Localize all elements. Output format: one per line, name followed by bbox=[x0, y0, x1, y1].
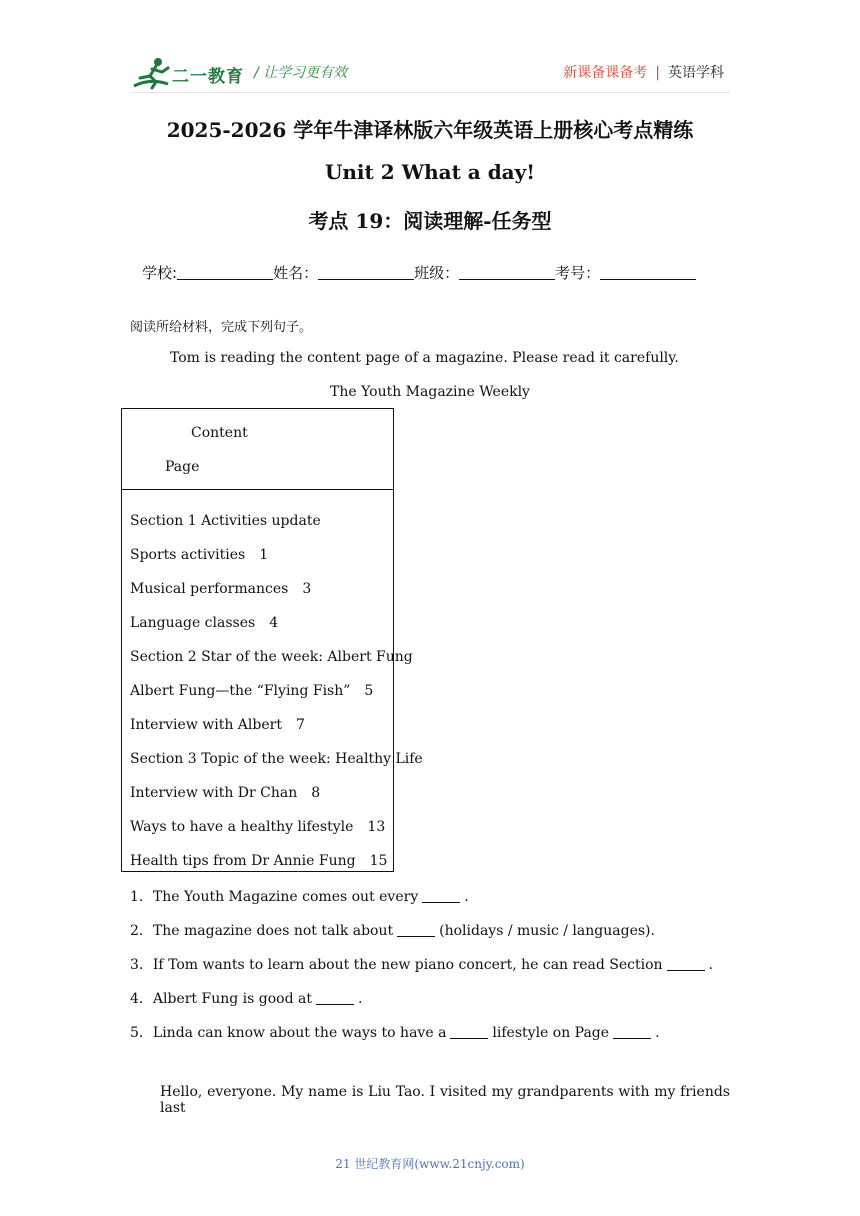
table-row bbox=[130, 606, 437, 640]
content-table bbox=[121, 408, 423, 872]
table-row bbox=[130, 674, 437, 708]
row-text: Language classes bbox=[130, 615, 256, 631]
question-text-end: . bbox=[708, 957, 713, 973]
answer-blank[interactable] bbox=[667, 956, 705, 971]
lead-sentence: Tom is reading the content page of a magazine. Please read it carefully. bbox=[170, 350, 679, 366]
unit-title: Unit 2 What a day! bbox=[324, 160, 536, 184]
point-title: 考点 19：阅读理解-任务型 bbox=[308, 209, 552, 233]
row-text: Section 1 Activities update bbox=[130, 513, 321, 529]
magazine-title: The Youth Magazine Weekly bbox=[330, 384, 530, 400]
table-row bbox=[130, 708, 437, 742]
row-text: Section 3 Topic of the week: Healthy Life bbox=[130, 751, 423, 767]
question-text-end: . bbox=[655, 1025, 660, 1041]
question-2 bbox=[130, 914, 713, 948]
class-label: 班级： bbox=[414, 264, 460, 282]
table-row bbox=[130, 810, 437, 844]
school-label: 学校: bbox=[142, 264, 178, 282]
question-text: 5．Linda can know about the ways to have a bbox=[130, 1025, 447, 1041]
row-page: 15 bbox=[369, 853, 388, 869]
row-text: Interview with Dr Chan bbox=[130, 785, 298, 801]
answer-blank[interactable] bbox=[613, 1024, 651, 1039]
question-5 bbox=[130, 1016, 713, 1050]
question-list bbox=[130, 880, 713, 1050]
question-text: 3．If Tom wants to learn about the new piano concert, he can read Section bbox=[130, 957, 663, 973]
page-header bbox=[0, 0, 860, 100]
student-info-line bbox=[142, 262, 696, 283]
header-course: 新课备课备考 bbox=[563, 65, 648, 81]
table-row bbox=[130, 844, 437, 878]
question-text-end: . bbox=[358, 991, 363, 1007]
question-text: 1．The Youth Magazine comes out every bbox=[130, 889, 419, 905]
row-text: Health tips from Dr Annie Fung bbox=[130, 853, 356, 869]
table-divider bbox=[122, 489, 393, 490]
row-text: Albert Fung—the “Flying Fish” bbox=[130, 683, 351, 699]
name-label: 姓名： bbox=[273, 264, 319, 282]
table-row bbox=[130, 572, 437, 606]
header-subject bbox=[563, 62, 724, 82]
row-page: 4 bbox=[269, 615, 279, 631]
table-row bbox=[130, 742, 437, 776]
header-discipline: 英语学科 bbox=[668, 65, 724, 81]
table-row bbox=[130, 640, 437, 674]
reading-passage: Hello, everyone. My name is Liu Tao. I visited my grandparents with my friends last bbox=[160, 1084, 730, 1116]
row-text: Musical performances bbox=[130, 581, 289, 597]
table-row bbox=[130, 538, 437, 572]
footer-link[interactable]: 21 世纪教育网(www.21cnjy.com) bbox=[335, 1157, 525, 1171]
col-page-header: Page bbox=[165, 459, 200, 475]
answer-blank[interactable] bbox=[422, 888, 460, 903]
row-page: 7 bbox=[295, 717, 305, 733]
number-label: 考号： bbox=[555, 264, 601, 282]
question-3 bbox=[130, 948, 713, 982]
question-1 bbox=[130, 880, 713, 914]
answer-blank[interactable] bbox=[316, 990, 354, 1005]
question-text-mid: lifestyle on Page bbox=[492, 1025, 610, 1041]
table-row bbox=[130, 504, 437, 538]
number-blank[interactable] bbox=[600, 265, 696, 280]
instruction: 阅读所给材料，完成下列句子。 bbox=[130, 320, 313, 335]
row-text: Interview with Albert bbox=[130, 717, 282, 733]
row-page: 3 bbox=[302, 581, 312, 597]
answer-blank[interactable] bbox=[450, 1024, 488, 1039]
name-blank[interactable] bbox=[318, 265, 414, 280]
row-text: Ways to have a healthy lifestyle bbox=[130, 819, 354, 835]
question-text: 4．Albert Fung is good at bbox=[130, 991, 312, 1007]
header-divider bbox=[130, 92, 730, 93]
class-blank[interactable] bbox=[459, 265, 555, 280]
row-page: 5 bbox=[364, 683, 374, 699]
row-page: 1 bbox=[259, 547, 269, 563]
main-title: 2025-2026 学年牛津译林版六年级英语上册核心考点精练 bbox=[166, 118, 694, 142]
slogan: / 让学习更有效 bbox=[254, 65, 348, 81]
col-content-header: Content bbox=[191, 425, 248, 441]
question-text: 2．The magazine does not talk about bbox=[130, 923, 394, 939]
row-page: 13 bbox=[367, 819, 386, 835]
table-rows bbox=[130, 504, 437, 878]
answer-blank[interactable] bbox=[397, 922, 435, 937]
question-4 bbox=[130, 982, 713, 1016]
school-blank[interactable] bbox=[177, 265, 273, 280]
question-text-end: . bbox=[464, 889, 469, 905]
question-text-end: (holidays / music / languages). bbox=[439, 923, 655, 939]
row-text: Section 2 Star of the week: Albert Fung bbox=[130, 649, 413, 665]
row-page: 8 bbox=[311, 785, 321, 801]
header-separator: | bbox=[655, 65, 660, 81]
row-text: Sports activities bbox=[130, 547, 246, 563]
logo-text: 二一教育 bbox=[172, 67, 244, 87]
table-row bbox=[130, 776, 437, 810]
